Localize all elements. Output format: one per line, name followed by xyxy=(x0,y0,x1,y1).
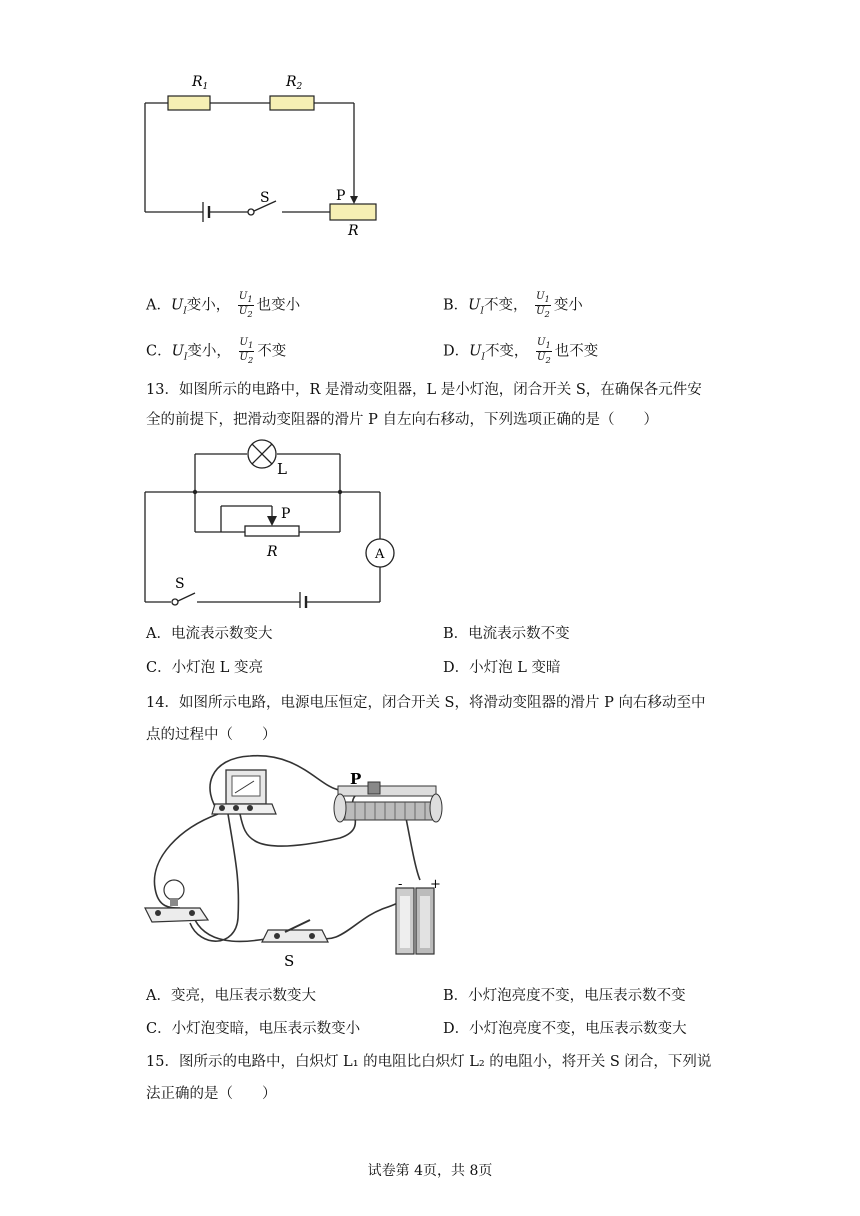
q15-stem-line1: 15．图所示的电路中，白炽灯 L₁ 的电阻比白炽灯 L₂ 的电阻小，将开关 S 闭合，下列说 xyxy=(146,1054,712,1070)
q13-option-d: D．小灯泡 L 变暗 xyxy=(443,660,561,676)
fraction-u1-u2: $\frac{U_1}{U_2}$ xyxy=(238,291,253,319)
label-p: P xyxy=(350,770,362,788)
label-p: P xyxy=(336,188,346,204)
q13-option-a: A．电流表示数变大 xyxy=(146,626,273,642)
label-plus: + xyxy=(430,877,441,892)
label-s: S xyxy=(260,190,270,206)
circuit-diagram-q13 xyxy=(135,436,395,608)
page-footer: 试卷第 4页，共 8页 xyxy=(367,1163,493,1179)
label-r1: $R_1$ xyxy=(192,74,209,92)
ammeter-label: A xyxy=(375,547,385,562)
q13-stem-line1: 13．如图所示的电路中，R 是滑动变阻器，L 是小灯泡，闭合开关 S，在确保各元件安 xyxy=(146,382,702,398)
label-p: P xyxy=(281,506,291,522)
q14-stem-line1: 14．如图所示电路，电源电压恒定，闭合开关 S，将滑动变阻器的滑片 P 向右移动至中 xyxy=(146,695,706,711)
q12-option-b: B．$U_I$不变， $\frac{U_1}{U_2}$ 变小 xyxy=(443,291,583,319)
fraction-u1-u2: $\frac{U_1}{U_2}$ xyxy=(239,337,254,365)
label-s: S xyxy=(175,576,185,592)
label-minus: - xyxy=(398,877,403,892)
circuit-diagram-q12 xyxy=(130,68,400,238)
q12-option-a: A．$U_I$变小， $\frac{U_1}{U_2}$ 也变小 xyxy=(146,291,301,319)
circuit-photo-q14 xyxy=(140,748,460,978)
label-r2: $R_2$ xyxy=(286,74,303,92)
label-l: L xyxy=(277,460,287,478)
q14-option-d: D．小灯泡亮度不变，电压表示数变大 xyxy=(443,1021,687,1037)
fraction-u1-u2: $\frac{U_1}{U_2}$ xyxy=(536,291,550,319)
q14-stem-line2: 点的过程中（ ） xyxy=(146,727,277,743)
q13-option-b: B．电流表示数不变 xyxy=(443,626,570,642)
q13-stem-line2: 全的前提下，把滑动变阻器的滑片 P 自左向右移动，下列选项正确的是（ ） xyxy=(146,412,658,428)
q15-stem-line2: 法正确的是（ ） xyxy=(146,1086,277,1102)
q12-option-c: C．$U_I$变小， $\frac{U_1}{U_2}$ 不变 xyxy=(146,337,287,365)
q13-option-c: C．小灯泡 L 变亮 xyxy=(146,660,263,676)
q12-option-d: D．$U_I$不变， $\frac{U_1}{U_2}$ 也不变 xyxy=(443,337,599,365)
q14-option-a: A．变亮，电压表示数变大 xyxy=(146,988,316,1004)
q14-option-c: C．小灯泡变暗，电压表示数变小 xyxy=(146,1021,361,1037)
q14-option-b: B．小灯泡亮度不变，电压表示数不变 xyxy=(443,988,686,1004)
fraction-u1-u2: $\frac{U_1}{U_2}$ xyxy=(537,337,551,365)
label-r: R xyxy=(267,544,278,560)
label-r: R xyxy=(348,223,359,238)
label-s: S xyxy=(284,952,295,970)
